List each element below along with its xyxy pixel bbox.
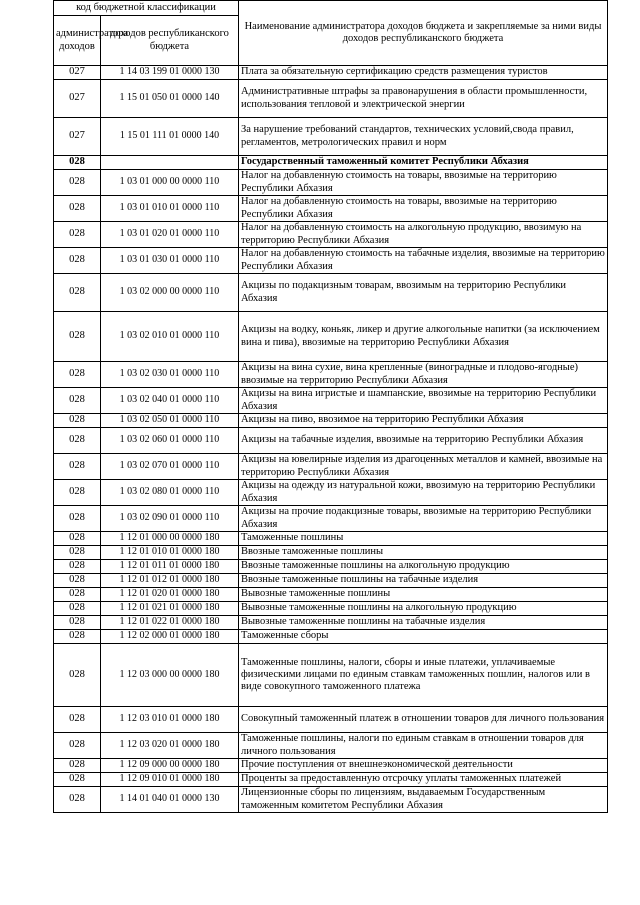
income-name-cell: Таможенные сборы bbox=[239, 630, 608, 644]
table-row bbox=[54, 616, 608, 630]
income-code-cell: 1 12 03 020 01 0000 180 bbox=[101, 733, 239, 759]
administrator-code-cell: 028 bbox=[54, 787, 101, 813]
income-code-cell: 1 03 01 010 01 0000 110 bbox=[101, 196, 239, 222]
income-code-cell: 1 12 01 022 01 0000 180 bbox=[101, 616, 239, 630]
administrator-code-cell: 028 bbox=[54, 414, 101, 428]
table-row bbox=[54, 588, 608, 602]
income-name-cell: Проценты за предоставленную отсрочку уплаты таможенных платежей bbox=[239, 773, 608, 787]
table-row bbox=[54, 248, 608, 274]
income-code-cell: 1 03 02 000 00 0000 110 bbox=[101, 274, 239, 312]
table-row bbox=[54, 312, 608, 362]
income-name-cell: Ввозные таможенные пошлины bbox=[239, 546, 608, 560]
income-name-cell: Акцизы по подакцизным товарам, ввозимым на территорию Республики Абхазия bbox=[239, 274, 608, 312]
income-name-cell: Акцизы на ювелирные изделия из драгоценных металлов и камней, ввозимые на территорию Республики Абхазия bbox=[239, 454, 608, 480]
income-name-cell: Акцизы на вина сухие, вина крепленные (виноградные и плодово-ягодные) ввозимые на территорию Республики Абхазия bbox=[239, 362, 608, 388]
administrator-code-cell: 028 bbox=[54, 546, 101, 560]
income-code-cell: 1 03 02 090 01 0000 110 bbox=[101, 506, 239, 532]
income-code-cell bbox=[101, 156, 239, 170]
income-code-cell: 1 03 01 020 01 0000 110 bbox=[101, 222, 239, 248]
administrator-code-cell: 028 bbox=[54, 506, 101, 532]
administrator-code-cell: 028 bbox=[54, 170, 101, 196]
income-name-cell: Таможенные пошлины, налоги по единым ставкам в отношении товаров для личного пользования bbox=[239, 733, 608, 759]
table-row bbox=[54, 560, 608, 574]
administrator-code-cell: 028 bbox=[54, 480, 101, 506]
income-code-cell: 1 03 01 000 00 0000 110 bbox=[101, 170, 239, 196]
table-row bbox=[54, 773, 608, 787]
income-code-cell: 1 12 09 000 00 0000 180 bbox=[101, 759, 239, 773]
administrator-code-cell: 028 bbox=[54, 616, 101, 630]
income-name-cell: Ввозные таможенные пошлины на табачные изделия bbox=[239, 574, 608, 588]
income-code-cell: 1 03 02 080 01 0000 110 bbox=[101, 480, 239, 506]
table-row bbox=[54, 80, 608, 118]
table-row bbox=[54, 480, 608, 506]
administrator-code-cell: 028 bbox=[54, 156, 101, 170]
classification-code-header: код бюджетной классификации bbox=[54, 1, 239, 16]
administrator-code-cell: 028 bbox=[54, 248, 101, 274]
income-name-cell: Налог на добавленную стоимость на товары, ввозимые на территорию Республики Абхазия bbox=[239, 196, 608, 222]
table-row bbox=[54, 787, 608, 813]
administrator-code-cell: 027 bbox=[54, 118, 101, 156]
income-name-cell: Налог на добавленную стоимость на табачные изделия, ввозимые на территорию Республики Абхазия bbox=[239, 248, 608, 274]
income-name-cell: Акцизы на вина игристые и шампанские, ввозимые на территорию Республики Абхазия bbox=[239, 388, 608, 414]
income-name-cell: Акцизы на прочие подакцизные товары, ввозимые на территорию Республики Абхазия bbox=[239, 506, 608, 532]
table-row bbox=[54, 156, 608, 170]
income-name-cell: Таможенные пошлины, налоги, сборы и иные платежи, уплачиваемые физическими лицами по единым ставкам таможенных пошлин, налогов или в виде совокупного таможенного платежа bbox=[239, 644, 608, 707]
administrator-code-cell: 028 bbox=[54, 388, 101, 414]
administrator-code-cell: 028 bbox=[54, 560, 101, 574]
income-name-cell: За нарушение требований стандартов, технических условий,свода правил, регламентов, метрологических правил и норм bbox=[239, 118, 608, 156]
table-row bbox=[54, 454, 608, 480]
income-code-cell: 1 03 02 070 01 0000 110 bbox=[101, 454, 239, 480]
table-row bbox=[54, 733, 608, 759]
income-name-header: Наименование администратора доходов бюджета и закрепляемые за ними виды доходов республиканского бюджета bbox=[239, 1, 608, 66]
table-row bbox=[54, 428, 608, 454]
income-code-header: доходов республиканского бюджета bbox=[101, 16, 239, 66]
income-name-cell: Вывозные таможенные пошлины bbox=[239, 588, 608, 602]
administrator-code-cell: 028 bbox=[54, 759, 101, 773]
table-row bbox=[54, 274, 608, 312]
income-name-cell: Таможенные пошлины bbox=[239, 532, 608, 546]
administrator-code-cell: 028 bbox=[54, 532, 101, 546]
administrator-code-cell: 028 bbox=[54, 630, 101, 644]
income-code-cell: 1 12 09 010 01 0000 180 bbox=[101, 773, 239, 787]
administrator-code-cell: 028 bbox=[54, 773, 101, 787]
table-row bbox=[54, 546, 608, 560]
income-code-cell: 1 15 01 050 01 0000 140 bbox=[101, 80, 239, 118]
table-row bbox=[54, 118, 608, 156]
administrator-code-cell: 028 bbox=[54, 274, 101, 312]
income-name-cell: Административные штрафы за правонарушения в области промышленности, использования тепловой и электрической энергии bbox=[239, 80, 608, 118]
income-code-cell: 1 12 01 000 00 0000 180 bbox=[101, 532, 239, 546]
income-code-cell: 1 12 03 000 00 0000 180 bbox=[101, 644, 239, 707]
income-code-cell: 1 03 02 040 01 0000 110 bbox=[101, 388, 239, 414]
table-row bbox=[54, 644, 608, 707]
income-code-cell: 1 03 02 060 01 0000 110 bbox=[101, 428, 239, 454]
table-row bbox=[54, 506, 608, 532]
income-name-cell: Плата за обязательную сертификацию средств размещения туристов bbox=[239, 66, 608, 80]
income-code-cell: 1 03 02 010 01 0000 110 bbox=[101, 312, 239, 362]
table-row bbox=[54, 66, 608, 80]
table-row bbox=[54, 707, 608, 733]
administrator-code-cell: 028 bbox=[54, 428, 101, 454]
income-code-cell: 1 15 01 111 01 0000 140 bbox=[101, 118, 239, 156]
income-code-cell: 1 12 01 010 01 0000 180 bbox=[101, 546, 239, 560]
table-row bbox=[54, 759, 608, 773]
income-code-cell: 1 14 01 040 01 0000 130 bbox=[101, 787, 239, 813]
income-code-cell: 1 12 01 012 01 0000 180 bbox=[101, 574, 239, 588]
administrator-code-cell: 028 bbox=[54, 574, 101, 588]
income-code-cell: 1 03 02 050 01 0000 110 bbox=[101, 414, 239, 428]
income-name-cell: Акцизы на водку, коньяк, ликер и другие алкогольные напитки (за исключением вина и пива), ввозимые на территорию Республики Абхазия bbox=[239, 312, 608, 362]
table-body bbox=[54, 66, 608, 813]
table-row bbox=[54, 574, 608, 588]
income-code-cell: 1 03 02 030 01 0000 110 bbox=[101, 362, 239, 388]
income-name-cell: Государственный таможенный комитет Республики Абхазия bbox=[239, 156, 608, 170]
table-row bbox=[54, 362, 608, 388]
administrator-code-cell: 027 bbox=[54, 80, 101, 118]
income-code-cell: 1 12 03 010 01 0000 180 bbox=[101, 707, 239, 733]
table-row bbox=[54, 170, 608, 196]
table-row bbox=[54, 388, 608, 414]
administrator-code-cell: 028 bbox=[54, 196, 101, 222]
administrator-code-cell: 028 bbox=[54, 602, 101, 616]
income-code-cell: 1 12 01 020 01 0000 180 bbox=[101, 588, 239, 602]
table-row bbox=[54, 532, 608, 546]
administrator-code-cell: 028 bbox=[54, 588, 101, 602]
income-code-cell: 1 12 01 011 01 0000 180 bbox=[101, 560, 239, 574]
income-code-cell: 1 03 01 030 01 0000 110 bbox=[101, 248, 239, 274]
budget-classification-table bbox=[53, 0, 608, 813]
income-name-cell: Налог на добавленную стоимость на алкогольную продукцию, ввозимую на территорию Республики Абхазия bbox=[239, 222, 608, 248]
administrator-code-cell: 028 bbox=[54, 312, 101, 362]
administrator-code-cell: 028 bbox=[54, 644, 101, 707]
administrator-code-cell: 028 bbox=[54, 222, 101, 248]
table-row bbox=[54, 196, 608, 222]
income-name-cell: Акцизы на пиво, ввозимое на территорию Республики Абхазия bbox=[239, 414, 608, 428]
income-name-cell: Лицензионные сборы по лицензиям, выдаваемым Государственным таможенным комитетом Республики Абхазия bbox=[239, 787, 608, 813]
administrator-code-cell: 028 bbox=[54, 733, 101, 759]
income-code-cell: 1 12 01 021 01 0000 180 bbox=[101, 602, 239, 616]
administrator-code-cell: 028 bbox=[54, 362, 101, 388]
income-name-cell: Прочие поступления от внешнеэкономической деятельности bbox=[239, 759, 608, 773]
table-row bbox=[54, 630, 608, 644]
income-name-cell: Акцизы на одежду из натуральной кожи, ввозимую на территорию Республики Абхазия bbox=[239, 480, 608, 506]
income-name-cell: Вывозные таможенные пошлины на алкогольную продукцию bbox=[239, 602, 608, 616]
table-row bbox=[54, 222, 608, 248]
table-row bbox=[54, 414, 608, 428]
income-name-cell: Совокупный таможенный платеж в отношении товаров для личного пользования bbox=[239, 707, 608, 733]
income-code-cell: 1 14 03 199 01 0000 130 bbox=[101, 66, 239, 80]
income-code-cell: 1 12 02 000 01 0000 180 bbox=[101, 630, 239, 644]
administrator-code-cell: 028 bbox=[54, 454, 101, 480]
table-row bbox=[54, 602, 608, 616]
income-name-cell: Акцизы на табачные изделия, ввозимые на территорию Республики Абхазия bbox=[239, 428, 608, 454]
income-name-cell: Ввозные таможенные пошлины на алкогольную продукцию bbox=[239, 560, 608, 574]
income-name-cell: Вывозные таможенные пошлины на табачные изделия bbox=[239, 616, 608, 630]
administrator-code-header: администратора доходов bbox=[54, 16, 101, 66]
administrator-code-cell: 027 bbox=[54, 66, 101, 80]
administrator-code-cell: 028 bbox=[54, 707, 101, 733]
income-name-cell: Налог на добавленную стоимость на товары, ввозимые на территорию Республики Абхазия bbox=[239, 170, 608, 196]
table-header bbox=[54, 1, 608, 66]
